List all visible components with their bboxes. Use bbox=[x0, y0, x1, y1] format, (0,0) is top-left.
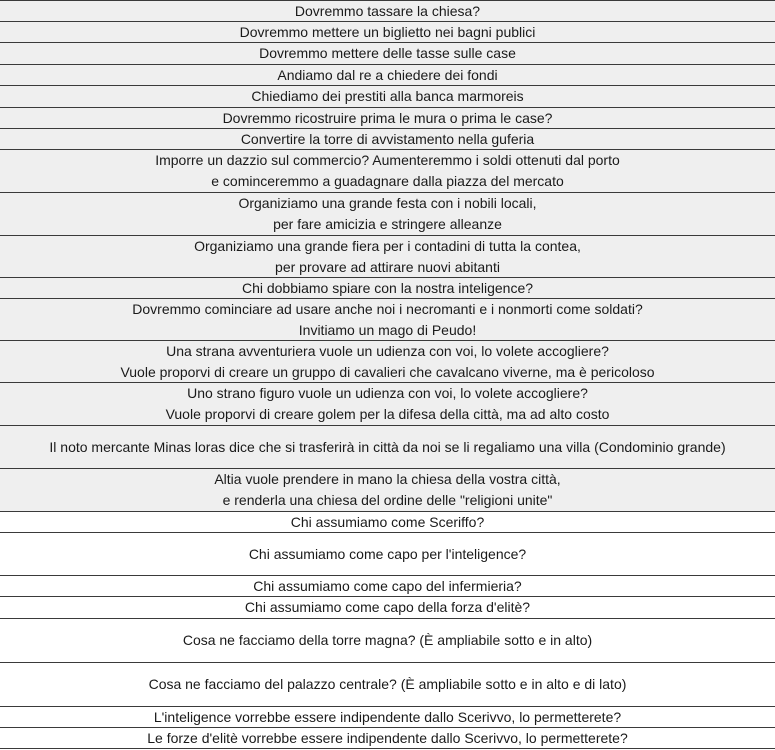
row-text bbox=[154, 707, 621, 728]
row-text bbox=[214, 469, 560, 511]
row-text-line: Chi assumiamo come capo del infermieria? bbox=[253, 577, 522, 594]
table-row bbox=[0, 532, 775, 575]
row-text-line: e renderla una chiesa del ordine delle "religioni unite" bbox=[222, 492, 553, 508]
row-text bbox=[183, 630, 592, 651]
table-row bbox=[0, 21, 775, 42]
table-row bbox=[0, 618, 775, 662]
row-text-line: Dovremmo cominciare ad usare anche noi i necromanti e i nonmorti come soldati? bbox=[132, 300, 643, 317]
table-row bbox=[0, 64, 775, 85]
table-row bbox=[0, 340, 775, 382]
row-text bbox=[291, 512, 484, 533]
table-row bbox=[0, 468, 775, 511]
row-text-line: Vuole proporvi di creare un gruppo di cavalieri che cavalcano viverne, ma è pericoloso bbox=[120, 363, 655, 380]
row-text bbox=[245, 597, 530, 618]
row-text bbox=[242, 278, 533, 299]
row-text-line: Altia vuole prendere in mano la chiesa della vostra città, bbox=[214, 471, 561, 487]
row-text bbox=[49, 437, 725, 458]
table-row bbox=[0, 277, 775, 298]
table-row bbox=[0, 727, 775, 748]
row-text bbox=[120, 341, 654, 383]
row-text bbox=[223, 108, 553, 129]
row-text-line: per provare ad attirare nuovi abitanti bbox=[275, 258, 500, 275]
table-row bbox=[0, 128, 775, 149]
row-text-line: Dovremmo mettere delle tasse sulle case bbox=[259, 45, 516, 61]
row-text bbox=[249, 544, 526, 565]
table-row bbox=[0, 596, 775, 618]
row-text-line: Cosa ne facciamo del palazzo centrale? (È ampliabile sotto e in alto e di lato) bbox=[148, 676, 627, 692]
row-text-line: Dovremmo tassare la chiesa? bbox=[294, 2, 481, 19]
table-bottom-border bbox=[0, 748, 775, 749]
row-text-line: Dovremmo mettere un biglietto nei bagni publici bbox=[239, 23, 536, 40]
table-row bbox=[0, 706, 775, 727]
row-text-line: Convertire la torre di avvistamento nella guferia bbox=[240, 130, 535, 147]
row-text-line: Vuole proporvi di creare golem per la difesa della città, ma ad alto costo bbox=[165, 406, 610, 422]
row-text-line: per fare amicizia e stringere alleanze bbox=[273, 216, 502, 232]
row-text-line: Chi dobbiamo spiare con la nostra inteligence? bbox=[241, 279, 534, 296]
table-row bbox=[0, 382, 775, 425]
row-text bbox=[132, 299, 642, 341]
row-text-line: Imporre un dazzio sul commercio? Aumenteremmo i soldi ottenuti dal porto bbox=[155, 152, 620, 168]
row-text bbox=[259, 43, 516, 64]
table-row bbox=[0, 107, 775, 128]
row-text-line: e cominceremmo a guadagnare dalla piazza del mercato bbox=[211, 173, 564, 189]
row-text-line: Organiziamo una grande fiera per i contadini di tutta la contea, bbox=[194, 237, 581, 254]
table-row bbox=[0, 0, 775, 21]
row-text-line: Chi assumiamo come capo della forza d'elitè? bbox=[244, 599, 531, 615]
row-text-line: L'inteligence vorrebbe essere indipendente dallo Scerivvo, lo permetterete? bbox=[153, 708, 622, 725]
table-row bbox=[0, 425, 775, 468]
row-text-line: Uno strano figuro vuole un udienza con voi, lo volete accogliere? bbox=[187, 385, 588, 401]
row-text-line: Una strana avventuriera vuole un udienza con voi, lo volete accogliere? bbox=[166, 342, 609, 359]
row-text bbox=[253, 576, 521, 597]
row-text-line: Il noto mercante Minas loras dice che si trasferirà in città da noi se li regaliamo una villa (Condominio grande) bbox=[49, 438, 726, 455]
table-row bbox=[0, 85, 775, 107]
row-text bbox=[277, 65, 497, 86]
row-text bbox=[240, 22, 536, 43]
table-row bbox=[0, 298, 775, 340]
row-text bbox=[241, 129, 534, 150]
row-text bbox=[194, 236, 581, 278]
table-row bbox=[0, 192, 775, 235]
table-row bbox=[0, 235, 775, 277]
row-text-line: Cosa ne facciamo della torre magna? (È ampliabile sotto e in alto) bbox=[182, 632, 593, 648]
row-text-line: Dovremmo ricostruire prima le mura o prima le case? bbox=[222, 109, 553, 126]
row-text bbox=[149, 674, 627, 695]
table-row bbox=[0, 42, 775, 64]
row-text bbox=[251, 86, 523, 107]
row-text-line: Le forze d'elitè vorrebbe essere indipendente dallo Scerivvo, lo permetterete? bbox=[147, 729, 628, 746]
row-text bbox=[155, 150, 620, 192]
table-row bbox=[0, 662, 775, 706]
row-text bbox=[295, 1, 480, 22]
row-text bbox=[147, 728, 628, 749]
row-text bbox=[166, 383, 610, 425]
row-text-line: Chi assumiamo come Sceriffo? bbox=[290, 513, 485, 530]
table-row bbox=[0, 575, 775, 596]
row-text-line: Andiamo dal re a chiedere dei fondi bbox=[277, 66, 498, 83]
table-row bbox=[0, 511, 775, 532]
row-text-line: Organiziamo una grande festa con i nobili locali, bbox=[238, 195, 537, 211]
row-text-line: Invitiamo un mago di Peudo! bbox=[298, 321, 477, 338]
row-text-line: Chiediamo dei prestiti alla banca marmoreis bbox=[251, 88, 524, 104]
table-row bbox=[0, 149, 775, 192]
row-text-line: Chi assumiamo come capo per l'inteligence? bbox=[248, 545, 527, 562]
row-text bbox=[238, 193, 536, 235]
